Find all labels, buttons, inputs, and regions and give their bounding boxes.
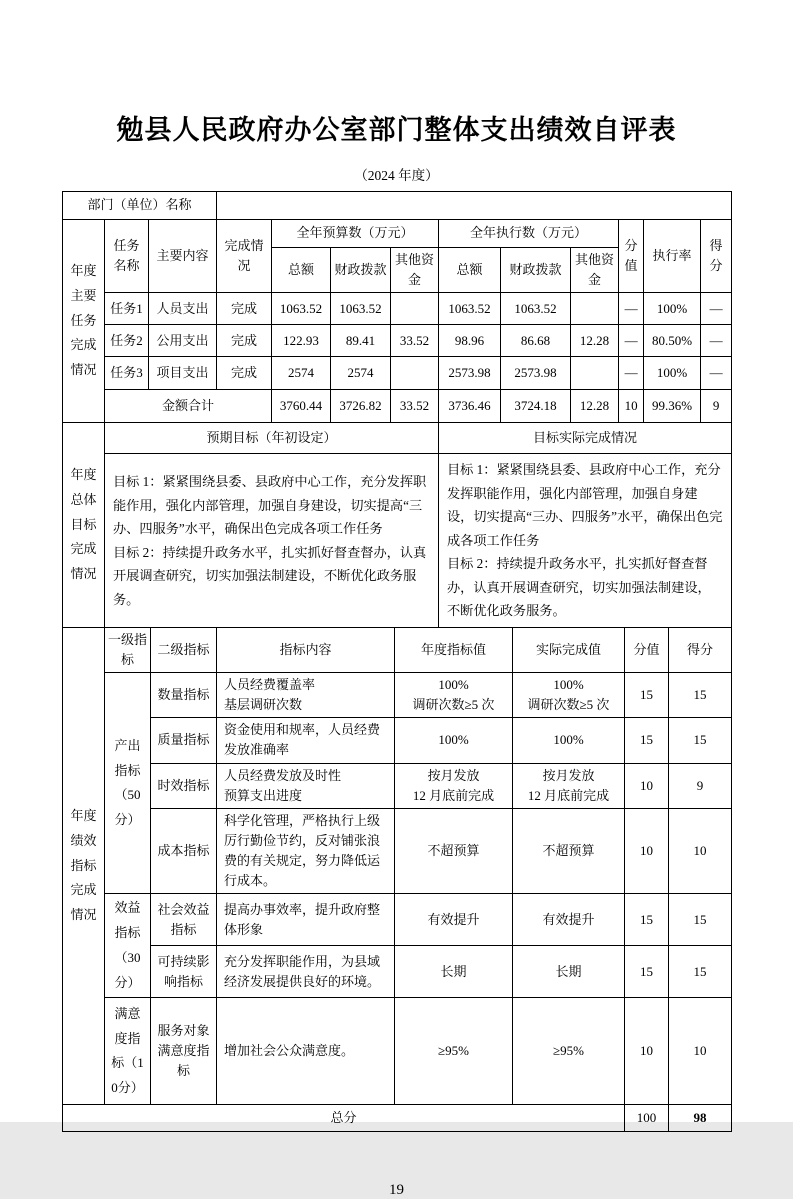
level2-indicator: 社会效益指标 [151, 894, 217, 946]
content-line: 人员经费发放及时性 [224, 767, 342, 783]
level2-indicator: 数量指标 [151, 673, 217, 718]
cell-exec-rate: 100% [644, 293, 701, 325]
tasks-total-row [63, 390, 732, 423]
expected-goal-2: 目标 2：持续提升政务水平，扎实抓好督查督办，认真开展调查研究，切实加强法制建设，不断优化政务服务。 [113, 544, 427, 607]
header-actual-value: 实际完成值 [513, 627, 625, 672]
cell-score-value: 10 [625, 808, 669, 894]
cell-budget-other: 33.52 [391, 390, 439, 423]
header-level2: 二级指标 [151, 627, 217, 672]
header-score: 得分 [669, 627, 732, 672]
cell-score: 15 [669, 673, 732, 718]
cell-budget-total: 122.93 [272, 325, 331, 357]
cell-score: — [701, 325, 732, 357]
annual-goals-table [62, 422, 732, 628]
value-line: 12 月底前完成 [412, 787, 495, 803]
total-score-value: 100 [625, 1105, 669, 1132]
header-expected-goal: 预期目标（年初设定） [105, 423, 439, 454]
indicator-content: 充分发挥职能作用，为县域经济发展提供良好的环境。 [217, 946, 395, 998]
cell-budget-total: 2574 [272, 357, 331, 390]
cell-score: 9 [669, 763, 732, 808]
cell-score-value: 15 [625, 718, 669, 763]
cell-score: 9 [701, 390, 732, 423]
header-level1: 一级指标 [105, 627, 151, 672]
perf-row-cost [63, 808, 732, 894]
level2-indicator: 时效指标 [151, 763, 217, 808]
cell-budget-fiscal: 2574 [331, 357, 391, 390]
task-content: 公用支出 [149, 325, 217, 357]
actual-goal-2: 目标 2：持续提升政务水平，扎实抓好督查督办，认真开展调查研究，切实加强法制建设，不断优化政务服务。 [447, 556, 711, 619]
task-content: 人员支出 [149, 293, 217, 325]
cell-score: 15 [669, 946, 732, 998]
total-score-label: 总分 [63, 1105, 625, 1132]
level2-indicator: 服务对象满意度指标 [151, 998, 217, 1105]
group-benefit-indicators: 效益指标（30分） [105, 894, 151, 998]
actual-goal-1: 目标 1：紧紧围绕县委、县政府中心工作，充分发挥职能作用，强化内部管理，加强自身建设，切实提高“三办、四服务”水平，确保出色完成各项工作任务 [447, 462, 723, 548]
level2-indicator: 可持续影响指标 [151, 946, 217, 998]
perf-row-sustainability [63, 946, 732, 998]
header-score: 得分 [701, 220, 732, 293]
header-execute-group: 全年执行数（万元） [439, 220, 619, 248]
indicator-content [217, 763, 395, 808]
cell-score: 10 [669, 808, 732, 894]
dept-name-label: 部门（单位）名称 [63, 192, 217, 220]
header-indicator-content: 指标内容 [217, 627, 395, 672]
content-line: 人员经费覆盖率 [224, 677, 316, 693]
header-execute-total: 总额 [439, 248, 501, 293]
cell-execute-fiscal: 2573.98 [501, 357, 571, 390]
header-execute-other: 其他资金 [571, 248, 619, 293]
header-completion: 完成情况 [217, 220, 272, 293]
cell-score: 10 [669, 998, 732, 1105]
cell-score-value: 15 [625, 894, 669, 946]
indicator-content: 提高办事效率，提升政府整体形象 [217, 894, 395, 946]
header-annual-value: 年度指标值 [395, 627, 513, 672]
goals-header-row [63, 423, 732, 454]
content-line: 基层调研次数 [224, 697, 303, 713]
actual-value [513, 673, 625, 718]
header-budget-other: 其他资金 [391, 248, 439, 293]
annual-value [395, 763, 513, 808]
cell-budget-fiscal: 3726.82 [331, 390, 391, 423]
side-label-annual-goals: 年度总体目标完成情况 [63, 423, 105, 628]
perf-row-timeliness [63, 763, 732, 808]
cell-score-value: 15 [625, 946, 669, 998]
annual-value [395, 673, 513, 718]
cell-execute-other: 12.28 [571, 390, 619, 423]
task-name: 任务2 [105, 325, 149, 357]
evaluation-table [62, 191, 731, 1132]
header-score-value: 分值 [625, 627, 669, 672]
dept-name-row [63, 192, 732, 220]
value-line: 调研次数≥5 次 [412, 697, 495, 713]
perf-row-social-benefit [63, 894, 732, 946]
actual-goal-cell [439, 454, 732, 628]
perf-total-row [63, 1105, 732, 1132]
content-line: 预算支出进度 [224, 787, 303, 803]
cell-score-value: 15 [625, 673, 669, 718]
header-actual-goal: 目标实际完成情况 [439, 423, 732, 454]
cell-score-value: 10 [625, 763, 669, 808]
expected-goal-cell [105, 454, 439, 628]
cell-score: — [701, 357, 732, 390]
indicator-content: 科学化管理，严格执行上级厉行勤俭节约，反对铺张浪费的有关规定，努力降低运行成本。 [217, 808, 395, 894]
actual-value [513, 763, 625, 808]
cell-budget-total: 1063.52 [272, 293, 331, 325]
cell-execute-other: 12.28 [571, 325, 619, 357]
goals-content-row [63, 454, 732, 628]
header-budget-fiscal: 财政拨款 [331, 248, 391, 293]
cell-budget-other [391, 293, 439, 325]
cell-budget-other [391, 357, 439, 390]
value-line: 12 月底前完成 [527, 787, 610, 803]
performance-table [62, 627, 732, 1132]
value-line: 按月发放 [542, 767, 595, 783]
indicator-content: 增加社会公众满意度。 [217, 998, 395, 1105]
actual-value: ≥95% [513, 998, 625, 1105]
cell-score-value: — [619, 325, 644, 357]
group-satisfaction-indicators: 满意度指标（10分） [105, 998, 151, 1105]
page-number: 19 [389, 1182, 404, 1199]
task-status: 完成 [217, 357, 272, 390]
tasks-header-row-1 [63, 220, 732, 248]
header-execute-fiscal: 财政拨款 [501, 248, 571, 293]
cell-exec-rate: 80.50% [644, 325, 701, 357]
cell-exec-rate: 99.36% [644, 390, 701, 423]
annual-tasks-table [62, 219, 732, 423]
cell-execute-fiscal: 86.68 [501, 325, 571, 357]
cell-execute-total: 1063.52 [439, 293, 501, 325]
task-status: 完成 [217, 293, 272, 325]
cell-execute-fiscal: 3724.18 [501, 390, 571, 423]
actual-value: 长期 [513, 946, 625, 998]
dept-name-table [62, 191, 732, 220]
task-name: 任务1 [105, 293, 149, 325]
dept-name-value [217, 192, 732, 220]
perf-row-quality [63, 718, 732, 763]
cell-score: — [701, 293, 732, 325]
indicator-content: 资金使用和规率，人员经费发放准确率 [217, 718, 395, 763]
level2-indicator: 质量指标 [151, 718, 217, 763]
perf-row-satisfaction [63, 998, 732, 1105]
task-row-1 [63, 293, 732, 325]
cell-execute-other [571, 293, 619, 325]
side-label-annual-tasks: 年度主要任务完成情况 [63, 220, 105, 423]
annual-value: 不超预算 [395, 808, 513, 894]
task-name: 任务3 [105, 357, 149, 390]
annual-value: 长期 [395, 946, 513, 998]
actual-value: 有效提升 [513, 894, 625, 946]
value-line: 调研次数≥5 次 [527, 697, 610, 713]
cell-score-value: — [619, 357, 644, 390]
perf-header-row [63, 627, 732, 672]
header-exec-rate: 执行率 [644, 220, 701, 293]
task-row-2 [63, 325, 732, 357]
cell-execute-total: 98.96 [439, 325, 501, 357]
cell-exec-rate: 100% [644, 357, 701, 390]
annual-value: 100% [395, 718, 513, 763]
value-line: 100% [438, 677, 469, 693]
level2-indicator: 成本指标 [151, 808, 217, 894]
cell-budget-other: 33.52 [391, 325, 439, 357]
cell-budget-fiscal: 1063.52 [331, 293, 391, 325]
cell-execute-total: 2573.98 [439, 357, 501, 390]
perf-row-quantity [63, 673, 732, 718]
cell-score-value: 10 [625, 998, 669, 1105]
cell-execute-total: 3736.46 [439, 390, 501, 423]
group-output-indicators: 产出指标（50分） [105, 673, 151, 894]
total-score: 98 [669, 1105, 732, 1132]
side-label-performance: 年度绩效指标完成情况 [63, 627, 105, 1104]
cell-execute-fiscal: 1063.52 [501, 293, 571, 325]
task-content: 项目支出 [149, 357, 217, 390]
value-line: 100% [553, 677, 584, 693]
cell-score: 15 [669, 718, 732, 763]
actual-value: 不超预算 [513, 808, 625, 894]
cell-score-value: 10 [619, 390, 644, 423]
indicator-content [217, 673, 395, 718]
annual-value: 有效提升 [395, 894, 513, 946]
cell-score-value: — [619, 293, 644, 325]
header-budget-total: 总额 [272, 248, 331, 293]
value-line: 按月发放 [427, 767, 480, 783]
cell-budget-total: 3760.44 [272, 390, 331, 423]
annual-value: ≥95% [395, 998, 513, 1105]
page-title: 勉县人民政府办公室部门整体支出绩效自评表 [116, 115, 677, 145]
header-budget-group: 全年预算数（万元） [272, 220, 439, 248]
actual-value: 100% [513, 718, 625, 763]
header-main-content: 主要内容 [149, 220, 217, 293]
cell-score: 15 [669, 894, 732, 946]
expected-goal-1: 目标 1：紧紧围绕县委、县政府中心工作，充分发挥职能作用，强化内部管理，加强自身建设，切实提高“三办、四服务”水平，确保出色完成各项工作任务 [113, 474, 427, 537]
cell-budget-fiscal: 89.41 [331, 325, 391, 357]
page-subtitle: （2024 年度） [354, 168, 439, 183]
total-label: 金额合计 [105, 390, 272, 423]
task-status: 完成 [217, 325, 272, 357]
header-score-value: 分值 [619, 220, 644, 293]
header-task-name: 任务名称 [105, 220, 149, 293]
cell-execute-other [571, 357, 619, 390]
task-row-3 [63, 357, 732, 390]
